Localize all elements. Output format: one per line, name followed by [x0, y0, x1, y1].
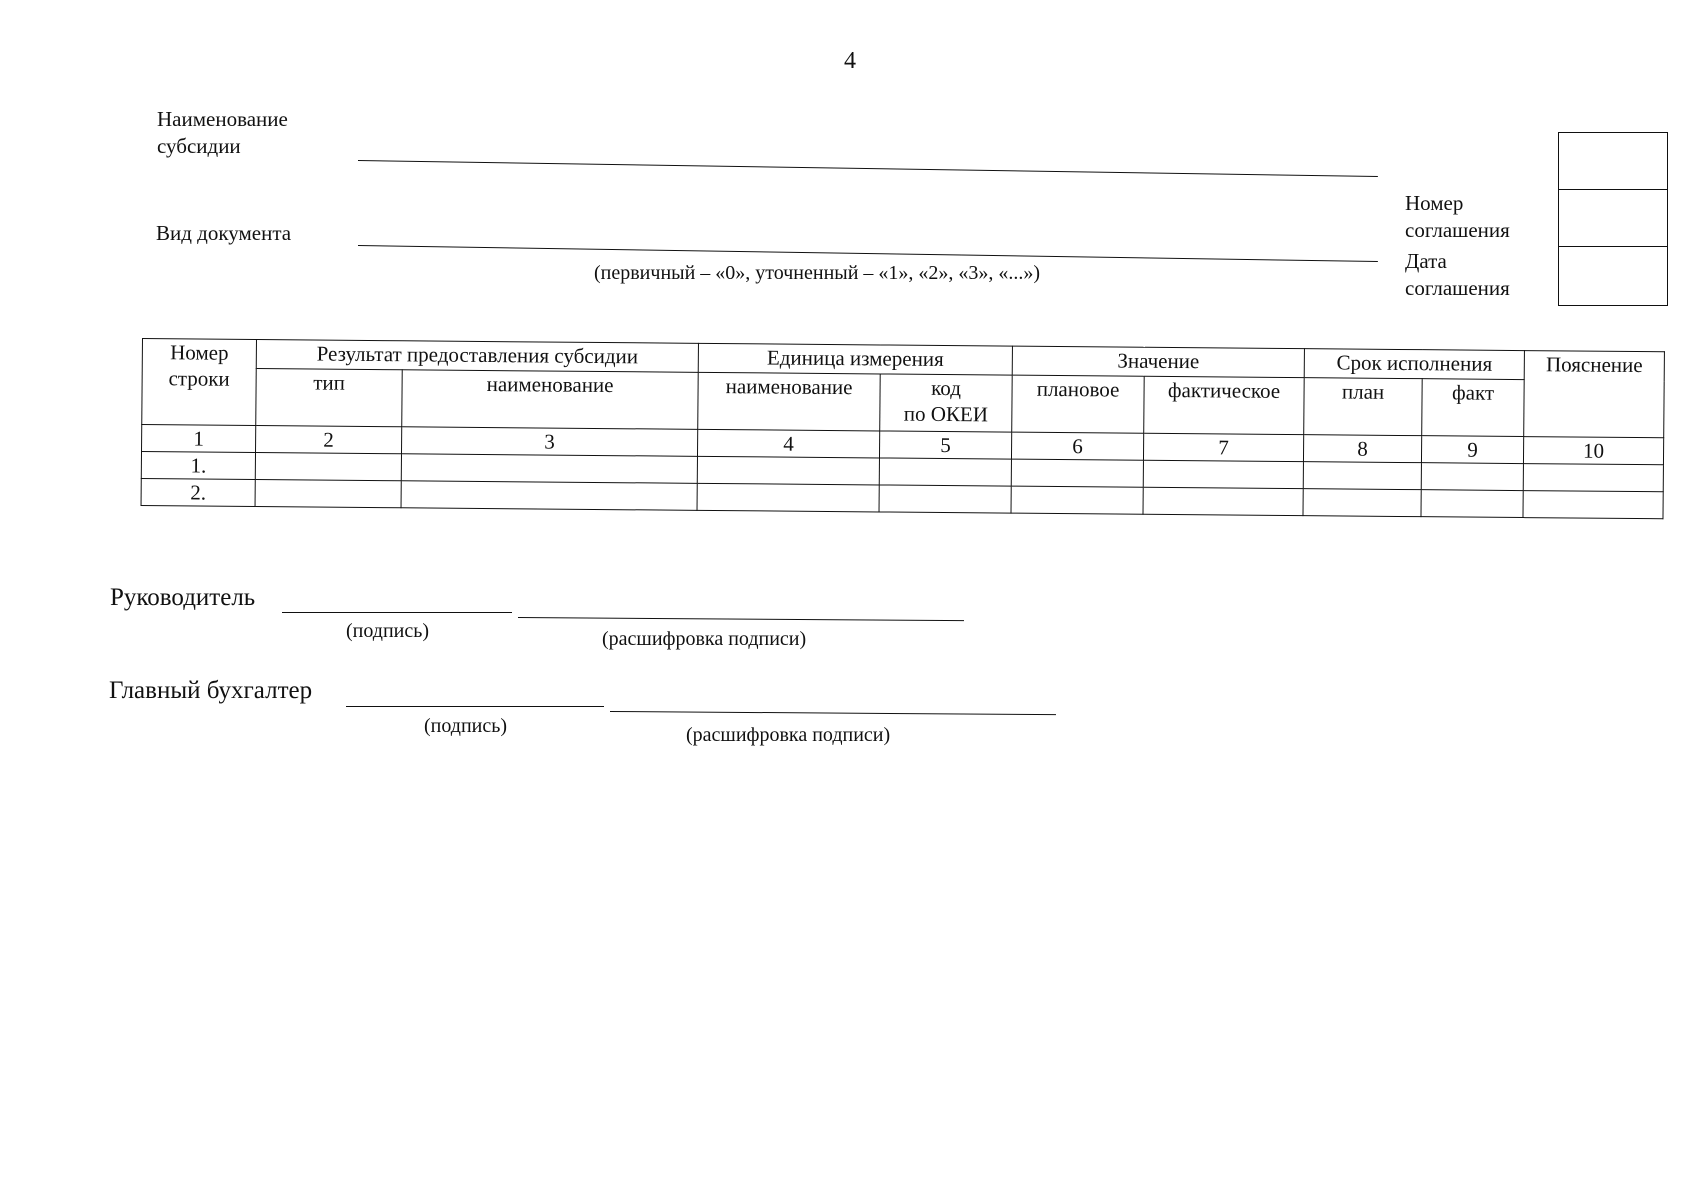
table-cell[interactable] [1421, 490, 1523, 518]
agreement-date-label-line1: Дата [1405, 249, 1447, 273]
agreement-number-label [1405, 190, 1510, 244]
column-number: 9 [1421, 436, 1523, 464]
agreement-number-box[interactable] [1559, 190, 1667, 247]
table-cell[interactable] [1011, 459, 1143, 487]
header-unit-code-line2: по ОКЕИ [903, 401, 989, 427]
header-result-type: тип [256, 368, 402, 426]
header-note: Пояснение [1524, 351, 1665, 438]
table-cell[interactable] [401, 454, 697, 484]
agreement-number-label-line2: соглашения [1405, 218, 1510, 242]
column-number: 4 [697, 429, 879, 458]
agreement-box-top[interactable] [1559, 133, 1667, 190]
table-cell[interactable] [1303, 489, 1421, 517]
table-cell[interactable] [1523, 464, 1663, 492]
accountant-label: Главный бухгалтер [109, 677, 313, 704]
table-cell[interactable] [255, 452, 401, 480]
table-cell[interactable] [1421, 463, 1523, 491]
subsidy-name-label-line1: Наименование [157, 107, 288, 131]
column-number: 5 [879, 431, 1011, 459]
accountant-signature-hint: (подпись) [424, 715, 508, 737]
table-cell[interactable] [1011, 486, 1143, 514]
header-unit-name: наименование [698, 372, 880, 431]
column-number: 3 [401, 427, 697, 457]
column-number: 7 [1143, 433, 1303, 461]
header-result-name: наименование [402, 370, 698, 430]
row-number: 2. [141, 478, 255, 506]
head-signature-hint: (подпись) [346, 620, 430, 642]
header-term: Срок исполнения [1304, 349, 1524, 380]
header-unit: Единица измерения [698, 343, 1012, 375]
agreement-boxes [1558, 132, 1668, 306]
header-row-number-line1: Номер [170, 340, 229, 365]
accountant-signature-line[interactable] [346, 706, 604, 707]
header-value-plan: плановое [1012, 375, 1144, 433]
agreement-date-label-line2: соглашения [1405, 276, 1510, 300]
agreement-date-label [1405, 248, 1510, 302]
row-number: 1. [141, 452, 255, 480]
column-number: 6 [1011, 432, 1143, 460]
table-cell[interactable] [697, 456, 879, 485]
head-decoding-hint: (расшифровка подписи) [602, 628, 807, 650]
agreement-date-box[interactable] [1559, 247, 1667, 304]
header-row-number-line2: строки [168, 366, 230, 391]
table-cell[interactable] [1303, 462, 1421, 490]
subsidy-name-field[interactable] [358, 160, 1378, 177]
table-cell[interactable] [697, 483, 879, 512]
accountant-decoding-hint: (расшифровка подписи) [686, 724, 891, 746]
column-number: 8 [1303, 435, 1421, 463]
header-unit-code [880, 374, 1012, 432]
header-term-fact: факт [1422, 379, 1524, 437]
subsidy-name-label-line2: субсидии [157, 134, 241, 158]
agreement-number-label-line1: Номер [1405, 191, 1464, 215]
header-row-number [142, 339, 257, 426]
doc-type-hint: (первичный – «0», уточненный – «1», «2», «3», «...») [594, 262, 1041, 284]
page-number: 4 [844, 48, 856, 74]
table-cell[interactable] [1523, 491, 1663, 519]
header-term-plan: план [1304, 378, 1422, 436]
subsidy-name-label [157, 106, 288, 160]
column-number: 10 [1523, 437, 1663, 465]
results-table [141, 338, 1665, 519]
header-unit-code-line1: код [931, 375, 962, 401]
table-cell[interactable] [1143, 487, 1303, 515]
doc-type-label: Вид документа [156, 221, 292, 245]
table-cell[interactable] [879, 458, 1011, 486]
header-value-fact: фактическое [1144, 376, 1305, 434]
doc-type-field[interactable] [358, 245, 1378, 262]
head-decoding-line[interactable] [518, 617, 964, 621]
table-cell[interactable] [255, 479, 401, 507]
column-number: 1 [142, 425, 256, 453]
header-value: Значение [1012, 346, 1304, 378]
table-cell[interactable] [401, 481, 697, 511]
table-cell[interactable] [1143, 460, 1303, 488]
head-signature-line[interactable] [282, 612, 512, 613]
head-label: Руководитель [110, 584, 256, 611]
table-cell[interactable] [879, 485, 1011, 513]
column-number: 2 [256, 425, 402, 453]
accountant-decoding-line[interactable] [610, 711, 1056, 715]
header-result: Результат предоставления субсидии [256, 339, 698, 372]
